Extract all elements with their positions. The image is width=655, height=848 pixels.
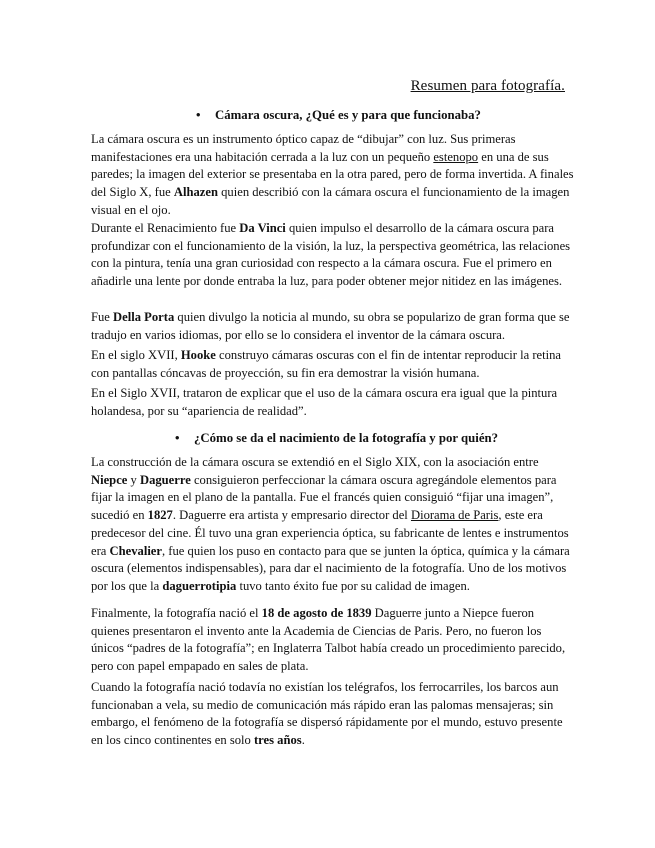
- bold-text: Hooke: [180, 348, 216, 362]
- text-run: quien describió con la cámara oscura el funcionamiento de la imagen visual en el ojo.: [91, 185, 570, 217]
- text-run: quien impulso el desarrollo de la cámara oscura para profundizar con el funcionamiento de la visión, la luz, la perspectiva geométrica, las relaciones con la pintura, tenía una gran curiosidad con respecto a la cámara oscura. Fue el primero en añadirle una lente por donde entraba la luz, para poder obtener mejor nitidez en las imágenes.: [91, 221, 571, 289]
- section-heading-text: Cámara oscura, ¿Qué es y para que funcionaba?: [215, 108, 481, 122]
- paragraph-pintura-holandesa: [91, 385, 575, 420]
- bold-text: daguerrotipia: [162, 578, 237, 593]
- section-heading-text: ¿Cómo se da el nacimiento de la fotografía y por quién?: [194, 431, 499, 445]
- document-title: Resumen para fotografía.: [410, 78, 565, 94]
- text-run: En el siglo XVII,: [91, 348, 181, 362]
- paragraph-18-agosto-1839: [91, 605, 575, 676]
- bold-text: 18 de agosto de 1839: [261, 606, 372, 620]
- text-run: La construcción de la cámara oscura se extendió en el Siglo XIX, con la asociación entre: [91, 455, 539, 469]
- text-run: . Daguerre era artista y empresario director del: [172, 508, 411, 523]
- text-run: en una de sus paredes; la imagen del exterior se presentaba en la otra pared, pero de forma invertida. A finales del Siglo X, fue: [91, 149, 574, 200]
- text-run: Finalmente, la fotografía nació el: [91, 606, 262, 620]
- bullet-icon: •: [196, 108, 201, 122]
- bold-text: Alhazen: [173, 185, 218, 200]
- underlined-text: Diorama de Paris: [410, 508, 499, 523]
- text-run: En el Siglo XVII, trataron de explicar que el uso de la cámara oscura era igual que la pintura holandesa, por su “apariencia de realidad”.: [91, 386, 558, 418]
- text-run: Fue: [91, 310, 114, 324]
- text-run: Cuando la fotografía nació todavía no existían los telégrafos, los ferrocarriles, los barcos aun funcionaban a vela, su medio de comunicación más rápido eran las palomas mensajeras; sin embargo, el fenómeno de la fotografía se dispersó rápidamente por el mundo, estuvo presente en los cinco continentes en solo: [91, 680, 563, 748]
- paragraph-camara-oscura-definicion: [91, 131, 575, 220]
- text-run: La cámara oscura es un instrumento óptico capaz de “dibujar” con luz. Sus primeras manifestaciones era una habitación cerrada a la luz con un pequeño: [91, 132, 516, 164]
- bold-text: Della Porta: [113, 310, 175, 324]
- bold-text: Chevalier: [109, 543, 162, 558]
- text-run: , este era predecesor del cine. Él tuvo una gran experiencia óptica, su fabricante de lentes e instrumentos era: [91, 508, 569, 558]
- underlined-text: estenopo: [433, 149, 479, 164]
- text-run: y: [127, 472, 140, 487]
- bold-text: Daguerre: [139, 472, 191, 487]
- text-run: Durante el Renacimiento fue: [91, 221, 240, 235]
- text-run: , fue quien los puso en contacto para que se junten la óptica, química y la cámara oscura (elementos indispensables), para dar el nacimiento de la fotografía. Uno de los motivos por los que la: [91, 543, 570, 593]
- bold-text: tres años: [253, 733, 302, 748]
- paragraph-expansion-mundial: [91, 679, 575, 750]
- text-run: tuvo tanto éxito fue por su calidad de imagen.: [236, 578, 470, 593]
- bold-text: Niepce: [91, 472, 128, 487]
- paragraph-da-vinci: [91, 220, 575, 291]
- text-run: quien divulgo la noticia al mundo, su obra se popularizo de gran forma que se tradujo en varios idiomas, por ello se lo considera el inventor de la cámara oscura.: [91, 310, 570, 342]
- paragraph-della-porta: [91, 309, 575, 344]
- bold-text: 1827: [147, 508, 173, 523]
- bold-text: Da Vinci: [239, 221, 286, 235]
- text-run: consiguieron perfeccionar la cámara oscura agregándole elementos para fijar la imagen en el plano de la pantalla. Fue el francés quien consiguió “fijar una imagen”, sucedió en: [91, 472, 557, 523]
- text-run: Daguerre junto a Niepce fueron quienes presentaron el invento ante la Academia de Ciencias de Paris. Pero, no fueron los únicos “padres de la fotografía”; en Inglaterra Talbot había creado un procedimiento parecido, pero con papel empapado en sales de plata.: [91, 606, 566, 674]
- text-run: .: [301, 733, 305, 748]
- paragraph-niepce-daguerre: [91, 454, 575, 596]
- paragraph-hooke: [91, 347, 575, 382]
- text-run: construyo cámaras oscuras con el fin de intentar reproducir la retina con pantallas cóncavas de proyección, su fin era demostrar la visión humana.: [91, 348, 562, 380]
- bullet-icon: •: [175, 431, 180, 445]
